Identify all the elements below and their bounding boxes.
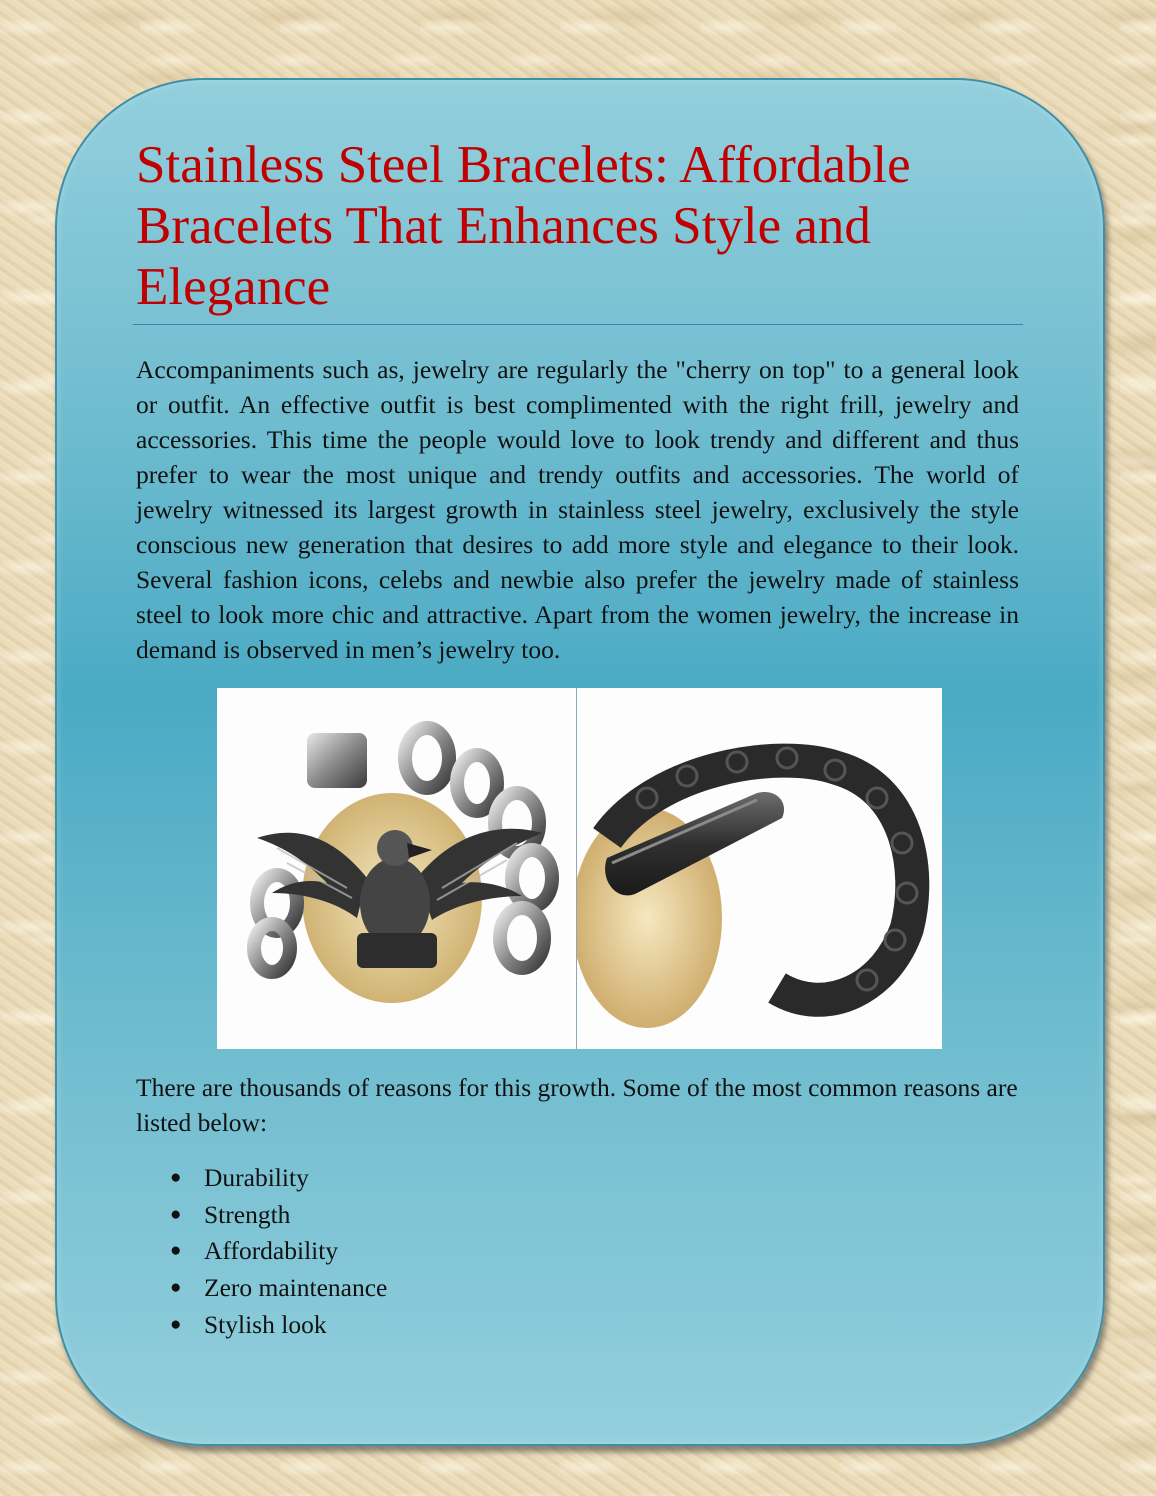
bracelet-photos [217,688,942,1049]
list-item [136,1234,387,1271]
intro-paragraph: Accompaniments such as, jewelry are regularly the "cherry on top" to a general look or outfit. An effective outfit is best complimented with the right frill, jewelry and accessories. This time the people would love to look trendy and different and thus prefer to wear the most unique and trendy outfits and accessories. The world of jewelry witnessed its largest growth in stainless steel jewelry, exclusively the style conscious new generation that desires to add more style and elegance to their look. Several fashion icons, celebs and newbie also prefer the jewelry made of stainless steel to look more chic and attractive. Apart from the women jewelry, the increase in demand is observed in men’s jewelry too. [136,355,1019,664]
bullet-icon: ● [170,1313,182,1335]
chain-bracelet-image [577,688,943,1049]
eagle-bracelet-image [217,688,574,1049]
reason-strength: Strength [204,1199,291,1229]
title-divider [133,324,1023,325]
list-item [136,1198,387,1235]
list-item [136,1161,387,1198]
bullet-icon: ● [170,1277,182,1299]
bullet-icon: ● [170,1240,182,1262]
chain-bracelet-photo [576,688,943,1049]
page-title: Stainless Steel Bracelets: Affordable Bracelets That Enhances Style and Elegance [136,136,911,316]
reason-zero-maintenance: Zero maintenance [204,1273,388,1303]
bullet-icon: ● [170,1167,182,1188]
reasons-list [136,1161,387,1344]
reason-affordability: Affordability [204,1236,339,1266]
list-item [136,1308,387,1345]
list-item [136,1271,387,1308]
reasons-intro: There are thousands of reasons for this growth. Some of the most common reasons are listed below: [136,1073,1018,1137]
reason-durability: Durability [204,1163,309,1192]
reason-stylish-look: Stylish look [204,1309,327,1339]
bullet-icon: ● [170,1203,182,1225]
eagle-bracelet-photo [217,688,574,1049]
